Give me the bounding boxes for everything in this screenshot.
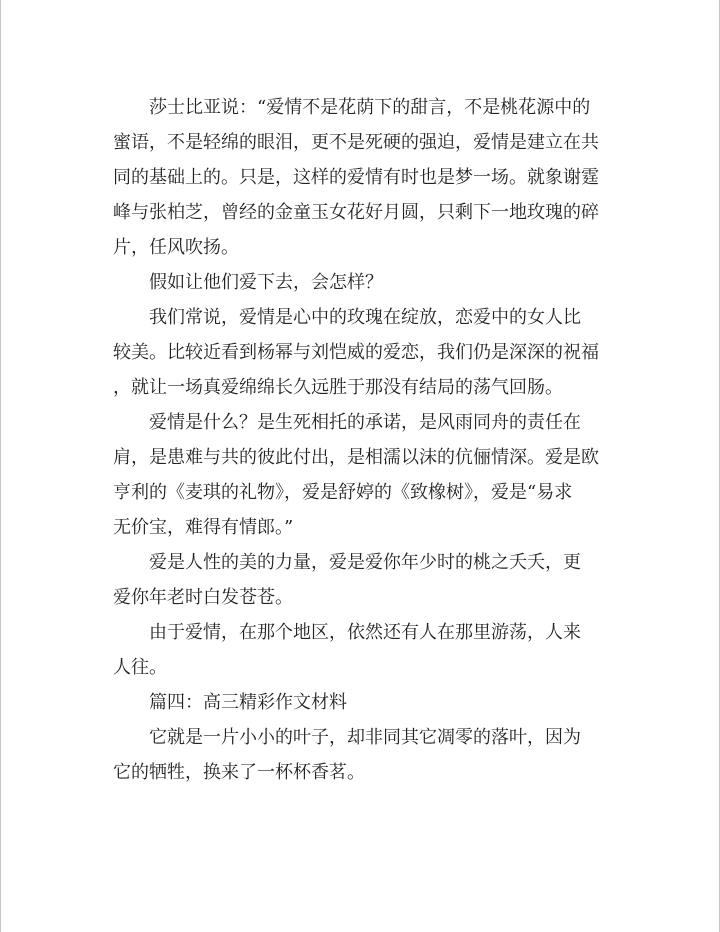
heading-text: 篇四：高三精彩作文材料: [149, 692, 347, 713]
text-line: 无价宝，难得有情郎。”: [113, 517, 294, 538]
text-line: 片，任风吹扬。: [113, 237, 239, 258]
paragraph-1: [113, 90, 613, 265]
text-line: 由于爱情，在那个地区，依然还有人在那里游荡，人来: [149, 622, 581, 643]
text-line: 峰与张柏芝，曾经的金童玉女花好月圆，只剩下一地玫瑰的碎: [113, 202, 599, 223]
paragraph-7: [113, 720, 613, 790]
section-heading: [113, 685, 613, 720]
text-line: 同的基础上的。只是，这样的爱情有时也是梦一场。就象谢霆: [113, 167, 599, 188]
paragraph-4: [113, 405, 613, 545]
text-line: 爱你年老时白发苍苍。: [113, 587, 293, 608]
paragraph-6: [113, 615, 613, 685]
text-line: 较美。比较近看到杨幂与刘恺威的爱恋，我们仍是深深的祝福: [113, 342, 599, 363]
text-line: 爱是人性的美的力量，爱是爱你年少时的桃之夭夭，更: [149, 552, 581, 573]
text-line: 爱情是什么？是生死相托的承诺，是风雨同舟的责任在: [149, 412, 581, 433]
text-line: 它就是一片小小的叶子，却非同其它凋零的落叶，因为: [149, 727, 581, 748]
text-line: 肩，是患难与共的彼此付出，是相濡以沫的伉俪情深。爱是欧: [113, 447, 599, 468]
paragraph-3: [113, 300, 613, 405]
text-line: 亨利的《麦琪的礼物》，爱是舒婷的《致橡树》，爱是“易求: [113, 482, 573, 503]
text-line: 蜜语，不是轻绵的眼泪，更不是死硬的强迫，爱情是建立在共: [113, 132, 599, 153]
text-line: 它的牺牲，换来了一杯杯香茗。: [113, 762, 365, 783]
text-line: 莎士比亚说：“爱情不是花荫下的甜言，不是桃花源中的: [149, 97, 591, 118]
paragraph-2: [113, 265, 613, 300]
text-line: 我们常说，爱情是心中的玫瑰在绽放，恋爱中的女人比: [149, 307, 581, 328]
document-body: [113, 90, 613, 790]
text-line: 假如让他们爱下去，会怎样？: [149, 272, 383, 293]
paragraph-5: [113, 545, 613, 615]
text-line: ，就让一场真爱绵绵长久远胜于那没有结局的荡气回肠。: [113, 377, 563, 398]
text-line: 人往。: [113, 657, 167, 678]
